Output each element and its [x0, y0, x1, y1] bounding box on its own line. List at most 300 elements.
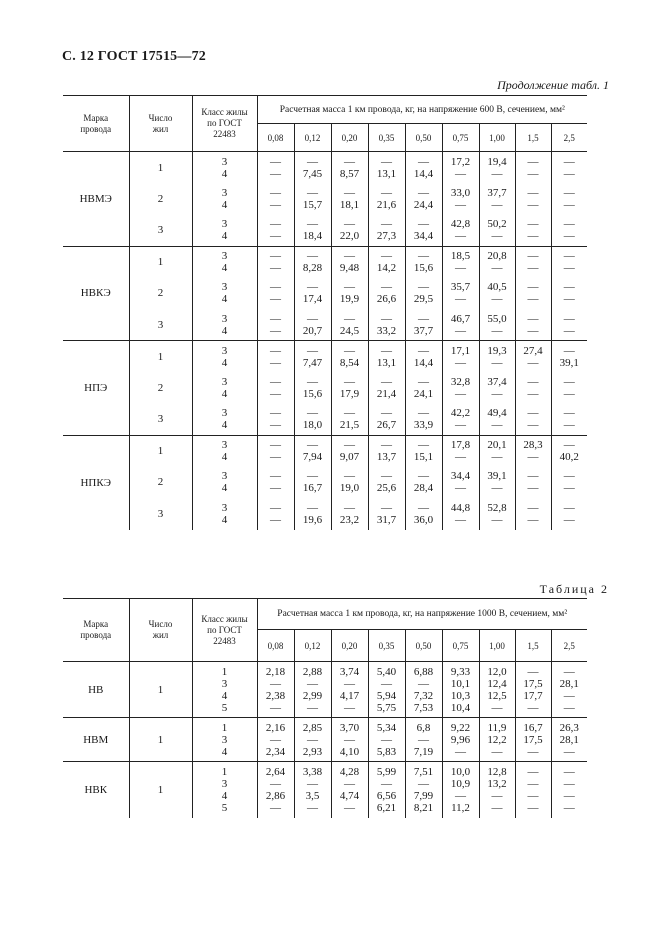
cell-value: — — [270, 801, 281, 814]
mass-cell — [479, 718, 515, 762]
cell-value: 9,96 — [450, 733, 471, 746]
mass-cell — [405, 467, 442, 499]
wires-cell: 1 — [129, 341, 192, 373]
wires-cell: 1 — [129, 762, 192, 818]
header-mark-line: провода — [80, 123, 112, 134]
mass-cell — [442, 498, 479, 530]
cell-value: — — [270, 155, 281, 168]
cell-value: 6,56 — [376, 789, 397, 802]
cell-value: — — [307, 733, 318, 746]
cell-value: — — [307, 281, 318, 294]
mass-cell — [479, 152, 515, 184]
cell-value: 14,4 — [413, 356, 434, 369]
section-header: 1,5 — [515, 124, 551, 152]
table-row — [63, 246, 587, 278]
cell-value: — — [270, 167, 281, 180]
cell-value: — — [563, 262, 575, 274]
cell-value: 2,64 — [265, 765, 286, 778]
mass-cell — [551, 662, 587, 718]
wires-cell: 1 — [129, 662, 192, 718]
mass-cell — [294, 246, 331, 278]
cell-value: — — [381, 312, 392, 325]
mass-cell — [257, 341, 294, 373]
cell-value: — — [307, 407, 318, 419]
cell-value: — — [563, 198, 575, 211]
mass-cell — [331, 467, 368, 499]
cell-value: — — [307, 312, 318, 325]
cell-value: — — [381, 439, 392, 451]
mass-cell — [294, 467, 331, 499]
mass-cell — [368, 341, 405, 373]
header-wires — [129, 599, 192, 662]
cell-value: 11,9 — [487, 721, 507, 734]
cell-value: 26,6 — [376, 293, 397, 306]
mass-cell — [257, 278, 294, 310]
mass-cell — [331, 152, 368, 184]
cell-value: — — [418, 677, 429, 690]
cell-value: 6,88 — [413, 665, 434, 678]
cell-value: 37,4 — [487, 375, 507, 388]
cell-value: — — [491, 701, 503, 714]
cell-value: — — [381, 777, 392, 790]
cell-value: — — [491, 451, 503, 463]
cell-value: 13,7 — [376, 451, 397, 463]
cell-value: 13,1 — [376, 356, 397, 369]
cell-value: — — [563, 777, 575, 790]
cell-value: 3 — [221, 281, 228, 294]
mass-cell — [405, 372, 442, 404]
class-cell — [192, 309, 257, 341]
mass-cell — [551, 498, 587, 530]
cell-value: 16,7 — [302, 482, 323, 495]
header-mark-line: Марка — [83, 112, 109, 123]
cell-value: 3 — [221, 250, 228, 262]
cell-value: 9,07 — [339, 451, 360, 463]
cell-value: — — [270, 513, 281, 526]
cell-value: — — [270, 733, 281, 746]
cell-value: 4 — [221, 419, 228, 431]
mass-cell — [479, 467, 515, 499]
cell-value: 23,2 — [339, 513, 360, 526]
cell-value: — — [455, 513, 466, 526]
cell-value: 26,3 — [559, 721, 579, 734]
cell-value: — — [527, 218, 539, 230]
cell-value: — — [527, 375, 539, 388]
cell-value: — — [563, 419, 575, 431]
cell-value: — — [270, 198, 281, 211]
class-cell — [192, 404, 257, 436]
cell-value: 28,1 — [559, 677, 579, 690]
mass-cell — [551, 435, 587, 467]
cell-value: — — [418, 281, 429, 294]
cell-value: — — [344, 250, 355, 262]
cell-value: 19,9 — [339, 293, 360, 306]
section-header: 1,00 — [479, 124, 515, 152]
mass-cell — [551, 278, 587, 310]
cell-value: — — [491, 198, 503, 211]
cell-value: — — [491, 387, 503, 400]
cell-value: 16,7 — [523, 721, 543, 734]
mass-cell — [405, 309, 442, 341]
mass-cell — [479, 183, 515, 215]
class-cell — [192, 762, 257, 818]
mass-cell — [368, 435, 405, 467]
cell-value: — — [563, 789, 575, 802]
cell-value: — — [563, 470, 575, 483]
cell-value: 3 — [221, 677, 228, 690]
cell-value: 4,10 — [339, 745, 360, 758]
cell-value: 10,0 — [450, 765, 471, 778]
cell-value: — — [344, 777, 355, 790]
mass-cell — [331, 309, 368, 341]
cell-value: — — [418, 777, 429, 790]
mass-cell — [405, 662, 442, 718]
header-mark-line: провода — [80, 630, 112, 640]
mass-cell — [405, 246, 442, 278]
mass-cell — [442, 718, 479, 762]
cell-value: 17,1 — [450, 344, 471, 357]
cell-value: — — [344, 281, 355, 294]
mass-cell — [479, 762, 515, 818]
mass-cell — [551, 183, 587, 215]
cell-value: — — [344, 407, 355, 419]
mass-cell — [294, 435, 331, 467]
cell-value: 24,1 — [413, 387, 434, 400]
cell-value: — — [527, 262, 539, 274]
cell-value: — — [307, 250, 318, 262]
cell-value: 4 — [221, 356, 228, 369]
cell-value: — — [307, 439, 318, 451]
cell-value: 7,47 — [302, 356, 323, 369]
cell-value: 31,7 — [376, 513, 397, 526]
table-row — [63, 215, 587, 247]
cell-value: 9,48 — [339, 262, 360, 274]
brand-cell: НВК — [63, 762, 129, 818]
section-header: 1,5 — [515, 630, 551, 662]
cell-value: — — [418, 186, 429, 199]
cell-value: 9,22 — [450, 721, 471, 734]
mass-cell — [331, 341, 368, 373]
mass-cell — [515, 215, 551, 247]
cell-value: — — [270, 250, 281, 262]
mass-cell — [331, 215, 368, 247]
table-row — [63, 467, 587, 499]
cell-value: 27,4 — [523, 344, 543, 357]
cell-value: — — [455, 262, 466, 274]
cell-value: 9,33 — [450, 665, 471, 678]
cell-value: 15,7 — [302, 198, 323, 211]
cell-value: — — [455, 230, 466, 242]
mass-cell — [515, 183, 551, 215]
cell-value: 4 — [221, 324, 228, 337]
cell-value: — — [563, 250, 575, 262]
cell-value: — — [307, 501, 318, 514]
table-row — [63, 404, 587, 436]
cell-value: 1 — [221, 665, 228, 678]
section-header: 0,75 — [442, 630, 479, 662]
cell-value: 5,83 — [376, 745, 397, 758]
mass-cell — [331, 372, 368, 404]
section-header: 0,50 — [405, 630, 442, 662]
cell-value: 1 — [221, 765, 228, 778]
cell-value: — — [455, 387, 466, 400]
mass-cell — [294, 215, 331, 247]
class-cell — [192, 372, 257, 404]
class-cell — [192, 183, 257, 215]
mass-cell — [368, 183, 405, 215]
cell-value: — — [491, 324, 503, 337]
wires-cell: 3 — [129, 309, 192, 341]
mass-cell — [515, 152, 551, 184]
cell-value: — — [527, 451, 539, 463]
cell-value: 24,4 — [413, 198, 434, 211]
cell-value: 4 — [221, 198, 228, 211]
cell-value: — — [527, 789, 539, 802]
class-cell — [192, 467, 257, 499]
header-class-line: 22483 — [213, 129, 236, 139]
wires-cell: 1 — [129, 718, 192, 762]
cell-value: 4 — [221, 293, 228, 306]
cell-value: 13,1 — [376, 167, 397, 180]
cell-value: 49,4 — [487, 407, 507, 419]
cell-value: — — [381, 344, 392, 357]
cell-value: — — [381, 281, 392, 294]
section-header: 0,35 — [368, 124, 405, 152]
cell-value: — — [527, 665, 539, 678]
cell-value: — — [455, 167, 466, 180]
mass-cell — [405, 404, 442, 436]
mass-cell — [442, 467, 479, 499]
cell-value: 4 — [221, 387, 228, 400]
cell-value: — — [418, 470, 429, 483]
header-wires-line: жил — [152, 630, 169, 640]
cell-value: 10,9 — [450, 777, 471, 790]
wires-cell: 1 — [129, 246, 192, 278]
cell-value: 12,4 — [487, 677, 507, 690]
cell-value: 18,0 — [302, 419, 323, 431]
cell-value: 2,86 — [265, 789, 286, 802]
cell-value: 5,94 — [376, 689, 397, 702]
cell-value: 36,0 — [413, 513, 434, 526]
table-row — [63, 762, 587, 818]
cell-value: — — [418, 501, 429, 514]
mass-cell — [257, 662, 294, 718]
mass-cell — [368, 309, 405, 341]
cell-value: — — [307, 344, 318, 357]
mass-cell — [331, 718, 368, 762]
cell-value: — — [307, 155, 318, 168]
cell-value: 15,1 — [413, 451, 434, 463]
cell-value: 7,19 — [413, 745, 434, 758]
mass-cell — [257, 404, 294, 436]
mass-cell — [442, 183, 479, 215]
cell-value: 21,4 — [376, 387, 397, 400]
mass-cell — [331, 498, 368, 530]
brand-cell: НВМ — [63, 718, 129, 762]
mass-cell — [479, 246, 515, 278]
cell-value: — — [563, 375, 575, 388]
mass-cell — [368, 662, 405, 718]
mass-cell — [257, 152, 294, 184]
cell-value: 5 — [221, 801, 228, 814]
header-class-line: по ГОСТ — [207, 118, 242, 128]
class-cell — [192, 278, 257, 310]
page-header: С. 12 ГОСТ 17515—72 — [62, 49, 206, 64]
cell-value: — — [270, 293, 281, 306]
mass-cell — [405, 152, 442, 184]
cell-value: 3,74 — [339, 665, 360, 678]
cell-value: 6,8 — [416, 721, 431, 734]
cell-value: — — [527, 198, 539, 211]
cell-value: — — [563, 665, 575, 678]
cell-value: — — [563, 387, 575, 400]
cell-value: 2,93 — [302, 745, 323, 758]
cell-value: 37,7 — [487, 186, 507, 199]
continuation-caption: Продолжение табл. 1 — [497, 78, 609, 92]
cell-value: 7,94 — [302, 451, 323, 463]
cell-value: 8,54 — [339, 356, 360, 369]
cell-value: — — [381, 677, 392, 690]
mass-cell — [515, 309, 551, 341]
cell-value: — — [270, 419, 281, 431]
cell-value: — — [455, 789, 466, 802]
cell-value: — — [527, 312, 539, 325]
cell-value: 26,7 — [376, 419, 397, 431]
cell-value: — — [563, 407, 575, 419]
header-class — [192, 96, 257, 152]
cell-value: 18,1 — [339, 198, 360, 211]
cell-value: 28,3 — [523, 439, 543, 451]
header-class-line: по ГОСТ — [207, 624, 242, 635]
mass-cell — [442, 762, 479, 818]
cell-value: — — [527, 407, 539, 419]
cell-value: 3 — [221, 733, 228, 746]
cell-value: 4 — [221, 167, 228, 180]
cell-value: — — [455, 482, 466, 495]
cell-value: — — [270, 312, 281, 325]
cell-value: — — [307, 677, 318, 690]
table-row — [63, 372, 587, 404]
cell-value: — — [344, 375, 355, 388]
cell-value: — — [307, 777, 318, 790]
mass-cell — [479, 404, 515, 436]
cell-value: 19,3 — [487, 344, 507, 357]
cell-value: 6,21 — [376, 801, 397, 814]
mass-cell — [257, 762, 294, 818]
cell-value: 3 — [221, 470, 228, 483]
cell-value: 25,6 — [376, 482, 397, 495]
cell-value: — — [418, 250, 429, 262]
cell-value: 4 — [221, 789, 228, 802]
cell-value: — — [344, 344, 355, 357]
section-header: 0,50 — [405, 124, 442, 152]
cell-value: 20,8 — [487, 250, 507, 262]
mass-cell — [551, 341, 587, 373]
cell-value: — — [344, 733, 355, 746]
mass-cell — [405, 762, 442, 818]
cell-value: — — [527, 387, 539, 400]
wires-cell: 3 — [129, 498, 192, 530]
cell-value: — — [563, 230, 575, 242]
cell-value: — — [307, 801, 318, 814]
cell-value: 3 — [221, 312, 228, 325]
cell-value: — — [381, 407, 392, 419]
cell-value: — — [491, 513, 503, 526]
cell-value: 8,21 — [413, 801, 434, 814]
cell-value: — — [563, 513, 575, 526]
cell-value: — — [563, 801, 575, 814]
cell-value: 3 — [221, 155, 228, 168]
cell-value: — — [527, 745, 539, 758]
cell-value: — — [344, 501, 355, 514]
cell-value: — — [527, 250, 539, 262]
brand-cell: НВ — [63, 662, 129, 718]
cell-value: — — [270, 344, 281, 357]
cell-value: — — [344, 218, 355, 230]
cell-value: — — [563, 167, 575, 180]
cell-value: 2,18 — [265, 665, 286, 678]
mass-cell — [368, 467, 405, 499]
cell-value: 33,2 — [376, 324, 397, 337]
mass-cell — [479, 309, 515, 341]
cell-value: — — [381, 733, 392, 746]
section-header: 2,5 — [551, 630, 587, 662]
mass-cell — [294, 372, 331, 404]
cell-value: 19,0 — [339, 482, 360, 495]
mass-cell — [442, 435, 479, 467]
mass-cell — [551, 372, 587, 404]
mass-cell — [551, 215, 587, 247]
mass-cell — [257, 372, 294, 404]
cell-value: 3 — [221, 407, 228, 419]
cell-value: — — [270, 375, 281, 388]
section-header: 0,20 — [331, 630, 368, 662]
cell-value: 34,4 — [413, 230, 434, 242]
cell-value: 40,5 — [487, 281, 507, 294]
table-row — [63, 309, 587, 341]
header-wires-line: Число — [148, 619, 173, 629]
wires-cell: 3 — [129, 215, 192, 247]
cell-value: 4 — [221, 513, 228, 526]
cell-value: — — [381, 218, 392, 230]
cell-value: — — [270, 677, 281, 690]
cell-value: — — [491, 801, 503, 814]
header-mark — [63, 96, 129, 152]
cell-value: 3,5 — [305, 789, 320, 802]
mass-cell — [257, 718, 294, 762]
section-header: 0,12 — [294, 630, 331, 662]
cell-value: 7,99 — [413, 789, 434, 802]
wires-cell: 1 — [129, 152, 192, 184]
cell-value: 13,2 — [487, 777, 507, 790]
cell-value: 5 — [221, 701, 228, 714]
cell-value: 7,53 — [413, 701, 434, 714]
cell-value: — — [418, 439, 429, 451]
cell-value: 20,1 — [487, 439, 507, 451]
mass-cell — [405, 435, 442, 467]
cell-value: — — [270, 324, 281, 337]
wires-cell: 2 — [129, 183, 192, 215]
wires-cell: 2 — [129, 278, 192, 310]
cell-value: 18,5 — [450, 250, 471, 262]
mass-cell — [257, 498, 294, 530]
cell-value: — — [270, 439, 281, 451]
mass-cell — [331, 278, 368, 310]
mass-cell — [479, 341, 515, 373]
class-cell — [192, 215, 257, 247]
section-header: 0,20 — [331, 124, 368, 152]
cell-value: — — [381, 375, 392, 388]
